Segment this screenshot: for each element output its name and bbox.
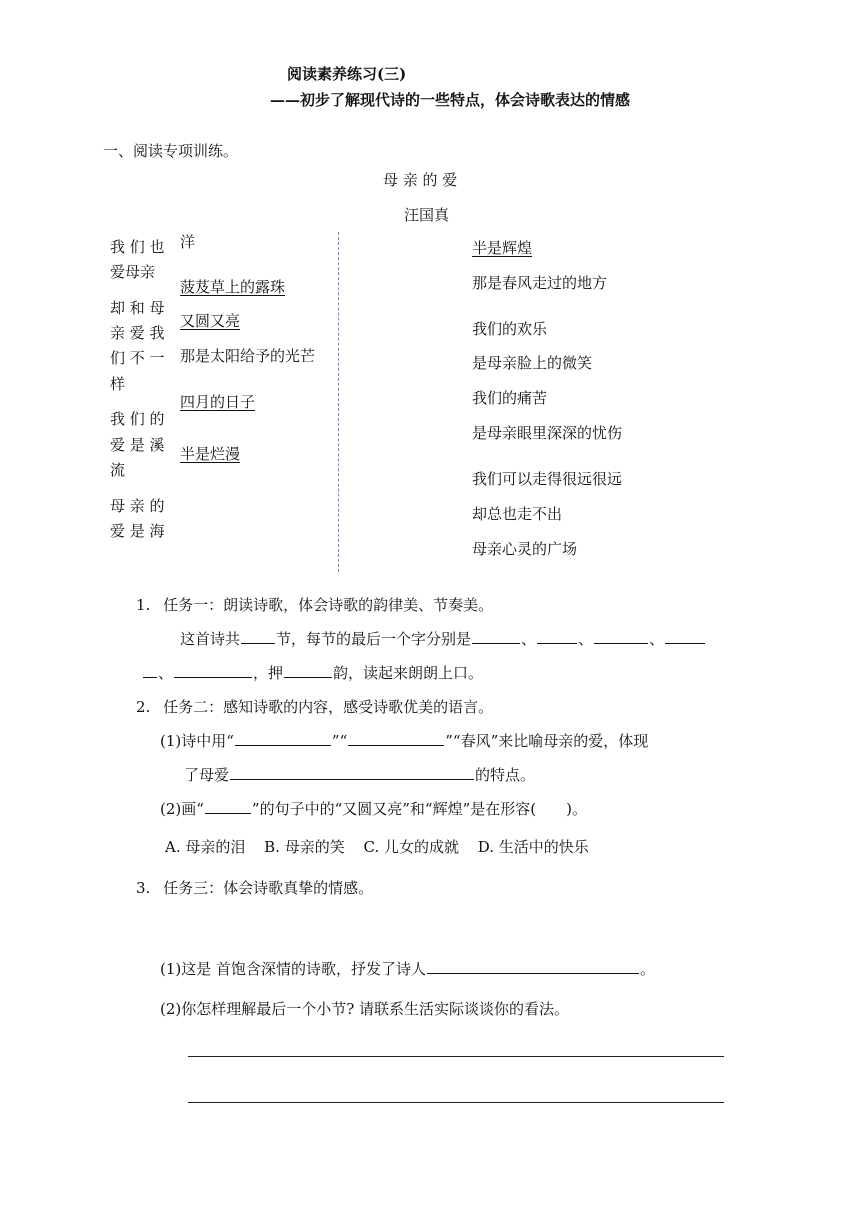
task2-q2-line: [160, 798, 587, 819]
poem-right-line: 我们的痛苦: [472, 389, 548, 407]
answer-line-1[interactable]: [188, 1056, 724, 1057]
option-b[interactable]: B. 母亲的笑: [264, 838, 345, 856]
blank-metaphor-2[interactable]: [348, 744, 444, 746]
poem-left-line: 亲 爱 我: [110, 324, 165, 342]
task2-title: 任务二：感知诗歌的内容，感受诗歌优美的语言。: [163, 698, 494, 716]
task3-q2: (2)你怎样理解最后一个小节? 请联系生活实际谈谈你的看法。: [160, 1000, 570, 1018]
poem-right-line: 我们可以走得很远很远: [472, 470, 623, 488]
poem-left-line: 我 们 也: [110, 238, 165, 256]
task2-q2-text-c: )。: [566, 800, 587, 818]
task1-text-d: 韵，读起来朗朗上口。: [333, 664, 484, 682]
blank-rhyme[interactable]: [284, 676, 332, 678]
poem-right-line: 那是春风走过的地方: [472, 274, 608, 292]
blank-last-char-3[interactable]: [594, 642, 648, 644]
task2-q1-text-e: 的特点。: [475, 766, 536, 784]
poem-mid-line: 洋: [180, 233, 196, 251]
blank-last-char-4a[interactable]: [665, 642, 705, 644]
task2-q2-text-a: (2)画“: [160, 800, 204, 818]
blank-last-char-4b[interactable]: [143, 676, 157, 678]
task2-q1-text-d: 了母爱: [184, 766, 230, 784]
separator: 、: [578, 630, 594, 648]
poem-right-line: 母亲心灵的广场: [472, 540, 578, 558]
poem-mid-line-underlined: 半是烂漫: [180, 445, 241, 463]
poem-left-line: 流: [110, 461, 126, 479]
poem-right-line: 却总也走不出: [472, 505, 563, 523]
poem-mid-line: 那是太阳给予的光芒: [180, 347, 316, 365]
separator: 、: [521, 630, 537, 648]
poem-left-line: 爱 是 海: [110, 522, 165, 540]
task1-number: 1.: [136, 596, 151, 614]
separator: 、: [649, 630, 665, 648]
poem-author: 汪国真: [404, 206, 450, 224]
task1-text-b: 节，每节的最后一个字分别是: [276, 630, 472, 648]
poem-left-line: 样: [110, 375, 126, 393]
poem-mid-line-underlined: 又圆又亮: [180, 312, 241, 330]
task1-title-line: [136, 594, 493, 615]
column-divider: [338, 232, 339, 572]
blank-line-type[interactable]: [205, 812, 251, 814]
poem-title: 母 亲 的 爱: [383, 171, 458, 189]
task2-number: 2.: [136, 698, 151, 716]
task1-question-line2: [142, 662, 483, 683]
task3-q1-text-a: (1)这是 首饱含深情的诗歌，抒发了诗人: [160, 960, 427, 978]
blank-last-char-5[interactable]: [174, 676, 252, 678]
task3-title: 任务三：体会诗歌真挚的情感。: [163, 879, 374, 897]
section-heading: 一、阅读专项训练。: [103, 142, 239, 160]
poem-left-line: 爱 是 溪: [110, 436, 165, 454]
blank-metaphor-1[interactable]: [235, 744, 331, 746]
task2-q1-line1: [160, 730, 648, 751]
poem-right-line: 是母亲脸上的微笑: [472, 354, 593, 372]
poem-right-line-underlined: 半是辉煌: [472, 239, 533, 257]
answer-line-2[interactable]: [188, 1102, 724, 1103]
poem-left-line: 母 亲 的: [110, 497, 165, 515]
task2-title-line: [136, 696, 493, 717]
option-a[interactable]: A. 母亲的泪: [165, 838, 246, 856]
poem-right-line: 是母亲眼里深深的忧伤: [472, 424, 623, 442]
task3-q1-text-b: 。: [640, 960, 656, 978]
poem-left-line: 却 和 母: [110, 299, 165, 317]
task2-options: [165, 836, 589, 857]
blank-poet-emotion[interactable]: [427, 972, 639, 974]
task2-q1-text-a: (1)诗中用“: [160, 732, 234, 750]
blank-last-char-2[interactable]: [537, 642, 577, 644]
poem-mid-line-underlined: 四月的日子: [180, 393, 256, 411]
option-c[interactable]: C. 儿女的成就: [363, 838, 459, 856]
poem-left-line: 爱母亲: [110, 263, 156, 281]
separator: 、: [158, 664, 174, 682]
page-title: 阅读素养练习(三): [287, 65, 407, 83]
page-subtitle: ——初步了解现代诗的一些特点，体会诗歌表达的情感: [270, 91, 631, 109]
task2-q1-line2: [184, 764, 535, 785]
task1-text-c: ，押: [253, 664, 284, 682]
blank-last-char-1[interactable]: [472, 642, 520, 644]
poem-right-line: 我们的欢乐: [472, 320, 548, 338]
task2-q1-text-c: ”“春风”来比喻母亲的爱，体现: [445, 732, 649, 750]
task3-number: 3.: [136, 879, 151, 897]
poem-mid-line-underlined: 菠芨草上的露珠: [180, 278, 286, 296]
task3-q1-line: [160, 958, 655, 979]
option-d[interactable]: D. 生活中的快乐: [477, 838, 589, 856]
poem-left-line: 们 不 一: [110, 349, 165, 367]
task1-question-line1: [180, 628, 706, 649]
poem-left-line: 我 们 的: [110, 410, 165, 428]
blank-stanza-count[interactable]: [241, 642, 275, 644]
blank-love-feature[interactable]: [230, 778, 474, 780]
task2-q1-text-b: ”“: [331, 732, 348, 750]
task1-text-a: 这首诗共: [180, 630, 241, 648]
task2-q2-text-b: ”的句子中的“又圆又亮”和“辉煌”是在形容(: [251, 800, 537, 818]
task3-title-line: [136, 877, 373, 898]
task1-title: 任务一：朗读诗歌，体会诗歌的韵律美、节奏美。: [163, 596, 494, 614]
